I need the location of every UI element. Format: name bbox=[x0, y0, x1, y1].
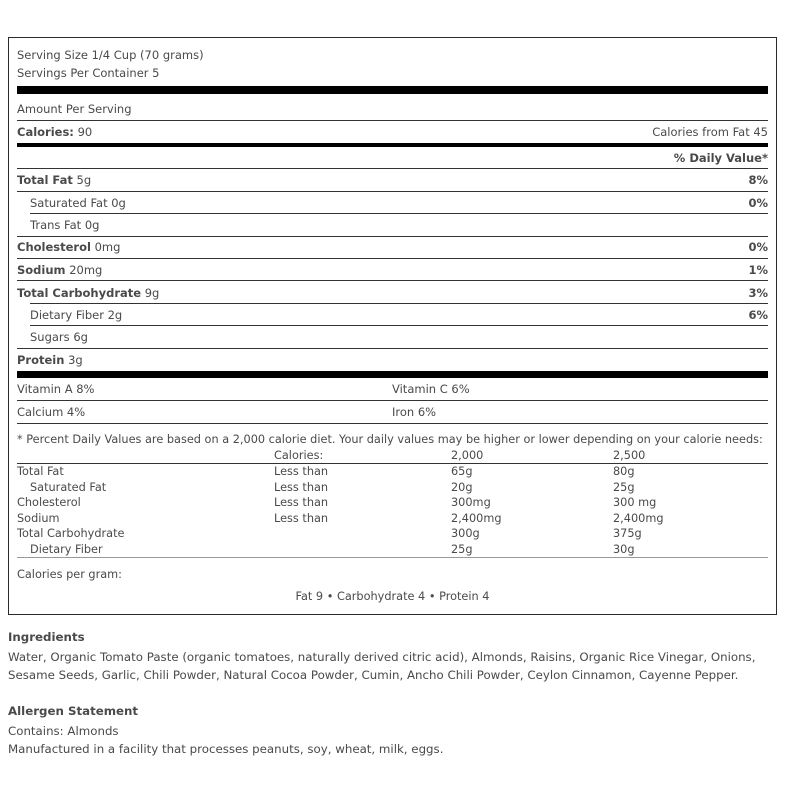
daily-value-footnote: * Percent Daily Values are based on a 2,000 calorie diet. Your daily values may be higher or lower depending on your calorie needs: bbox=[17, 432, 763, 446]
calcium: Calcium 4% bbox=[17, 404, 86, 419]
nutrient-row-trans-fat: Trans Fat 0g bbox=[17, 214, 768, 236]
nutrient-row-sodium: Sodium 20mg 1% bbox=[17, 259, 768, 281]
vitamin-c: Vitamin C 6% bbox=[392, 381, 470, 396]
calories-value: 90 bbox=[77, 125, 93, 139]
product-details bbox=[8, 628, 793, 758]
ingredients-text: Water, Organic Tomato Paste (organic tomatoes, naturally derived citric acid), Almonds, Raisins, Organic Rice Vinegar, Onions, Sesame Seeds, Garlic, Chili Powder, Natural Cocoa Powder, Cumin, Ancho Chili Powder, Ceylon Cinnamon, Cayenne Pepper. bbox=[8, 650, 756, 682]
iron: Iron 6% bbox=[392, 404, 437, 419]
nutrient-row-cholesterol: Cholesterol 0mg 0% bbox=[17, 237, 768, 259]
allergen-heading: Allergen Statement bbox=[8, 704, 139, 718]
ingredients-heading: Ingredients bbox=[8, 630, 85, 644]
servings-per-container: Servings Per Container 5 bbox=[17, 66, 160, 80]
nutrition-facts-label bbox=[8, 37, 777, 615]
calories-from-fat: Calories from Fat 45 bbox=[652, 125, 768, 139]
table-header-row: Calories: 2,000 2,500 bbox=[17, 448, 768, 464]
calories-label: Calories: bbox=[17, 125, 74, 139]
vitamin-row bbox=[17, 378, 768, 401]
nutrient-list bbox=[17, 169, 768, 371]
serving-size: Serving Size 1/4 Cup (70 grams) bbox=[17, 48, 204, 62]
nutrient-row-sugars: Sugars 6g bbox=[17, 326, 768, 348]
table-row: Dietary Fiber 25g 30g bbox=[17, 542, 768, 558]
calories-row bbox=[17, 121, 768, 143]
amount-per-serving: Amount Per Serving bbox=[17, 98, 768, 121]
mineral-row bbox=[17, 401, 768, 424]
allergen-facility: Manufactured in a facility that processes peanuts, soy, wheat, milk, eggs. bbox=[8, 742, 444, 756]
daily-value-reference-table bbox=[17, 448, 768, 559]
vitamin-a: Vitamin A 8% bbox=[17, 381, 95, 396]
table-row: Sodium Less than 2,400mg 2,400mg bbox=[17, 511, 664, 525]
nutrient-row-protein: Protein 3g bbox=[17, 352, 83, 367]
table-row: Cholesterol Less than 300mg 300 mg bbox=[17, 496, 657, 510]
daily-value-header: % Daily Value* bbox=[17, 147, 768, 169]
nutrient-row-total-carbohydrate: Total Carbohydrate 9g 3% bbox=[17, 281, 768, 303]
table-row: Total Carbohydrate 300g 375g bbox=[17, 527, 642, 541]
nutrient-row-total-fat: Total Fat 5g 8% bbox=[17, 169, 768, 191]
thick-divider-vitamins bbox=[17, 371, 768, 378]
calories-per-gram-values: Fat 9 • Carbohydrate 4 • Protein 4 bbox=[295, 590, 490, 604]
allergen-contains: Contains: Almonds bbox=[8, 724, 119, 738]
table-row: Saturated Fat Less than 20g 25g bbox=[30, 480, 635, 494]
thick-divider bbox=[17, 86, 768, 94]
nutrient-row-dietary-fiber: Dietary Fiber 2g 6% bbox=[17, 304, 768, 326]
table-row: Total Fat Less than 65g 80g bbox=[17, 465, 635, 479]
calories-per-gram-label: Calories per gram: bbox=[17, 568, 122, 582]
nutrient-row-saturated-fat: Saturated Fat 0g 0% bbox=[17, 192, 768, 214]
